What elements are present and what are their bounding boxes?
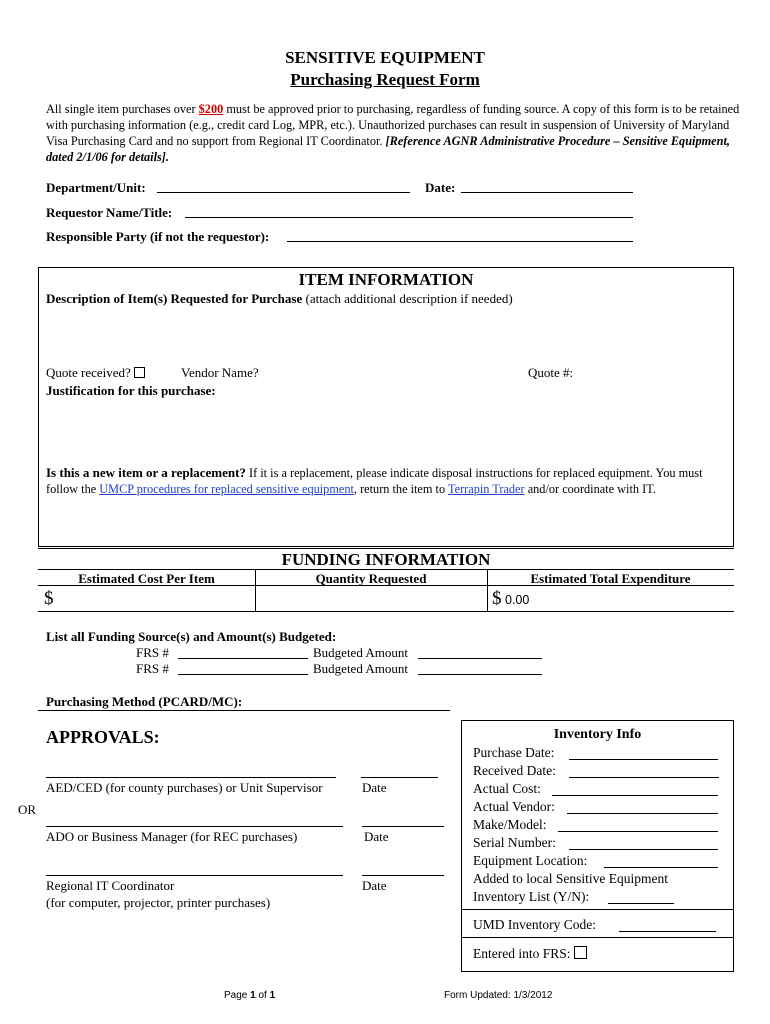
- frs-field-1[interactable]: [178, 646, 308, 659]
- purchasing-method-field[interactable]: [258, 693, 448, 708]
- quote-received-checkbox[interactable]: [134, 367, 145, 378]
- actual-vendor-field[interactable]: [567, 801, 718, 814]
- vendor-name-label: Vendor Name?: [181, 365, 259, 380]
- received-date-field[interactable]: [569, 765, 719, 778]
- page-prefix: Page: [224, 990, 251, 1001]
- umd-inventory-code-field[interactable]: [619, 919, 716, 932]
- threshold-amount: $200: [198, 102, 224, 116]
- approvals-heading: APPROVALS:: [46, 727, 160, 747]
- actual-cost-field[interactable]: [552, 783, 718, 796]
- terrapin-trader-link[interactable]: Terrapin Trader: [447, 482, 525, 496]
- added-inventory-label-2: Inventory List (Y/N):: [473, 889, 590, 904]
- entered-frs-label: Entered into FRS:: [473, 946, 571, 961]
- replacement-text-3: and/or coordinate with IT.: [524, 482, 656, 496]
- added-inventory-field[interactable]: [608, 891, 674, 904]
- description-note: (attach additional description if needed): [302, 291, 513, 306]
- date-label-3: Date: [362, 878, 387, 893]
- total-expenditure-header: Estimated Total Expenditure: [530, 571, 691, 586]
- budgeted-label-1: Budgeted Amount: [313, 645, 408, 660]
- inventory-divider-1: [461, 909, 734, 910]
- signature-label-3a: Regional IT Coordinator: [46, 878, 175, 893]
- replacement-text-1: If it is a replacement, please indicate disposal instructions for replaced equipment. You must follow the: [46, 466, 703, 496]
- actual-vendor-label: Actual Vendor:: [473, 799, 555, 814]
- entered-frs-row: [473, 946, 587, 962]
- purchasing-method-rule: [38, 710, 450, 711]
- inventory-info-heading: Inventory Info: [553, 727, 642, 742]
- date-label: Date:: [425, 180, 456, 195]
- date-field[interactable]: [461, 180, 633, 193]
- description-label-row: [46, 291, 513, 307]
- signature-label-1: AED/CED (for county purchases) or Unit Supervisor: [46, 780, 323, 795]
- budgeted-field-1[interactable]: [418, 646, 542, 659]
- page-indicator: [224, 990, 275, 1001]
- responsible-label: Responsible Party (if not the requestor):: [46, 229, 270, 244]
- inventory-divider-2: [461, 937, 734, 938]
- signature-line-2[interactable]: [46, 826, 343, 827]
- quantity-header: Quantity Requested: [315, 571, 427, 586]
- umd-inventory-code-label: UMD Inventory Code:: [473, 917, 596, 932]
- department-field[interactable]: [157, 180, 410, 193]
- intro-paragraph: [46, 101, 742, 165]
- quote-received-label: Quote received?: [46, 365, 131, 380]
- funding-sources-label: List all Funding Source(s) and Amount(s) Budgeted:: [46, 629, 337, 644]
- signature-line-1[interactable]: [46, 777, 336, 778]
- purchasing-method-label: Purchasing Method (PCARD/MC):: [46, 694, 243, 709]
- total-expenditure-value[interactable]: 0.00: [505, 593, 530, 607]
- frs-label-1: FRS #: [136, 645, 169, 660]
- page-of: of: [255, 990, 270, 1001]
- frs-label-2: FRS #: [136, 661, 169, 676]
- quote-number-field[interactable]: [580, 364, 725, 380]
- quantity-field[interactable]: [260, 587, 482, 609]
- responsible-field[interactable]: [287, 229, 633, 242]
- funding-table-top: [38, 569, 734, 570]
- actual-cost-label: Actual Cost:: [473, 781, 541, 796]
- equipment-location-field[interactable]: [604, 855, 718, 868]
- equipment-location-label: Equipment Location:: [473, 853, 588, 868]
- budgeted-field-2[interactable]: [418, 662, 542, 675]
- signature-label-3b: (for computer, projector, printer purchases): [46, 895, 271, 910]
- quote-received-row: [46, 365, 145, 381]
- vendor-name-field[interactable]: [268, 364, 518, 380]
- description-label: Description of Item(s) Requested for Purchase: [46, 291, 303, 306]
- cost-dollar-sign: $: [44, 588, 54, 609]
- total-dollar-sign: $: [492, 588, 502, 609]
- or-label: OR: [18, 802, 37, 817]
- signature-line-3[interactable]: [46, 875, 343, 876]
- entered-frs-checkbox[interactable]: [574, 946, 587, 959]
- cost-per-item-field[interactable]: [62, 587, 250, 609]
- purchase-date-label: Purchase Date:: [473, 745, 555, 760]
- cost-per-item-header: Estimated Cost Per Item: [78, 571, 215, 586]
- replacement-paragraph: [46, 465, 722, 497]
- requestor-field[interactable]: [185, 205, 633, 218]
- page-total: 1: [269, 990, 276, 1001]
- date-label-1: Date: [362, 780, 387, 795]
- department-label: Department/Unit:: [46, 180, 146, 195]
- form-subtitle: Purchasing Request Form: [290, 70, 480, 89]
- funding-information-heading: FUNDING INFORMATION: [281, 550, 491, 569]
- requestor-label: Requestor Name/Title:: [46, 205, 173, 220]
- make-model-field[interactable]: [558, 819, 718, 832]
- funding-top-rule: [38, 548, 734, 549]
- intro-reference: [Reference AGNR Administrative Procedure – Sensitive Equipment, dated 2/1/06 for details].: [46, 134, 730, 164]
- funding-table-bottom: [38, 611, 734, 612]
- intro-text-2: must be approved prior to purchasing, regardless of funding source. A copy of this form is to be retained with purchasing information (e.g., credit card Log, MPR, etc.). Unauthorized purchases can result in suspension of University of Maryland Visa Purchasing Card and no support from Regional IT Coordinator.: [46, 102, 740, 148]
- form-title: SENSITIVE EQUIPMENT: [285, 48, 485, 67]
- date-line-1[interactable]: [361, 777, 438, 778]
- intro-text-1: All single item purchases over: [46, 102, 199, 116]
- purchase-date-field[interactable]: [569, 747, 718, 760]
- budgeted-label-2: Budgeted Amount: [313, 661, 408, 676]
- date-label-2: Date: [364, 829, 389, 844]
- received-date-label: Received Date:: [473, 763, 556, 778]
- date-line-2[interactable]: [362, 826, 444, 827]
- replacement-question: Is this a new item or a replacement?: [46, 465, 246, 480]
- serial-number-field[interactable]: [569, 837, 718, 850]
- quote-number-label: Quote #:: [528, 365, 574, 380]
- page-number: 1: [250, 990, 256, 1001]
- serial-number-label: Serial Number:: [473, 835, 556, 850]
- item-information-heading: ITEM INFORMATION: [298, 270, 474, 289]
- justification-field[interactable]: [44, 400, 726, 460]
- justification-label: Justification for this purchase:: [46, 383, 216, 398]
- date-line-3[interactable]: [362, 875, 444, 876]
- form-updated: Form Updated: 1/3/2012: [444, 990, 553, 1001]
- description-field[interactable]: [44, 308, 726, 360]
- frs-field-2[interactable]: [178, 662, 308, 675]
- signature-label-2: ADO or Business Manager (for REC purchases): [46, 829, 298, 844]
- umcp-procedures-link[interactable]: UMCP procedures for replaced sensitive equipment: [99, 482, 354, 496]
- replacement-text-2: , return the item to: [353, 482, 448, 496]
- added-inventory-label-1: Added to local Sensitive Equipment: [473, 871, 668, 886]
- make-model-label: Make/Model:: [473, 817, 547, 832]
